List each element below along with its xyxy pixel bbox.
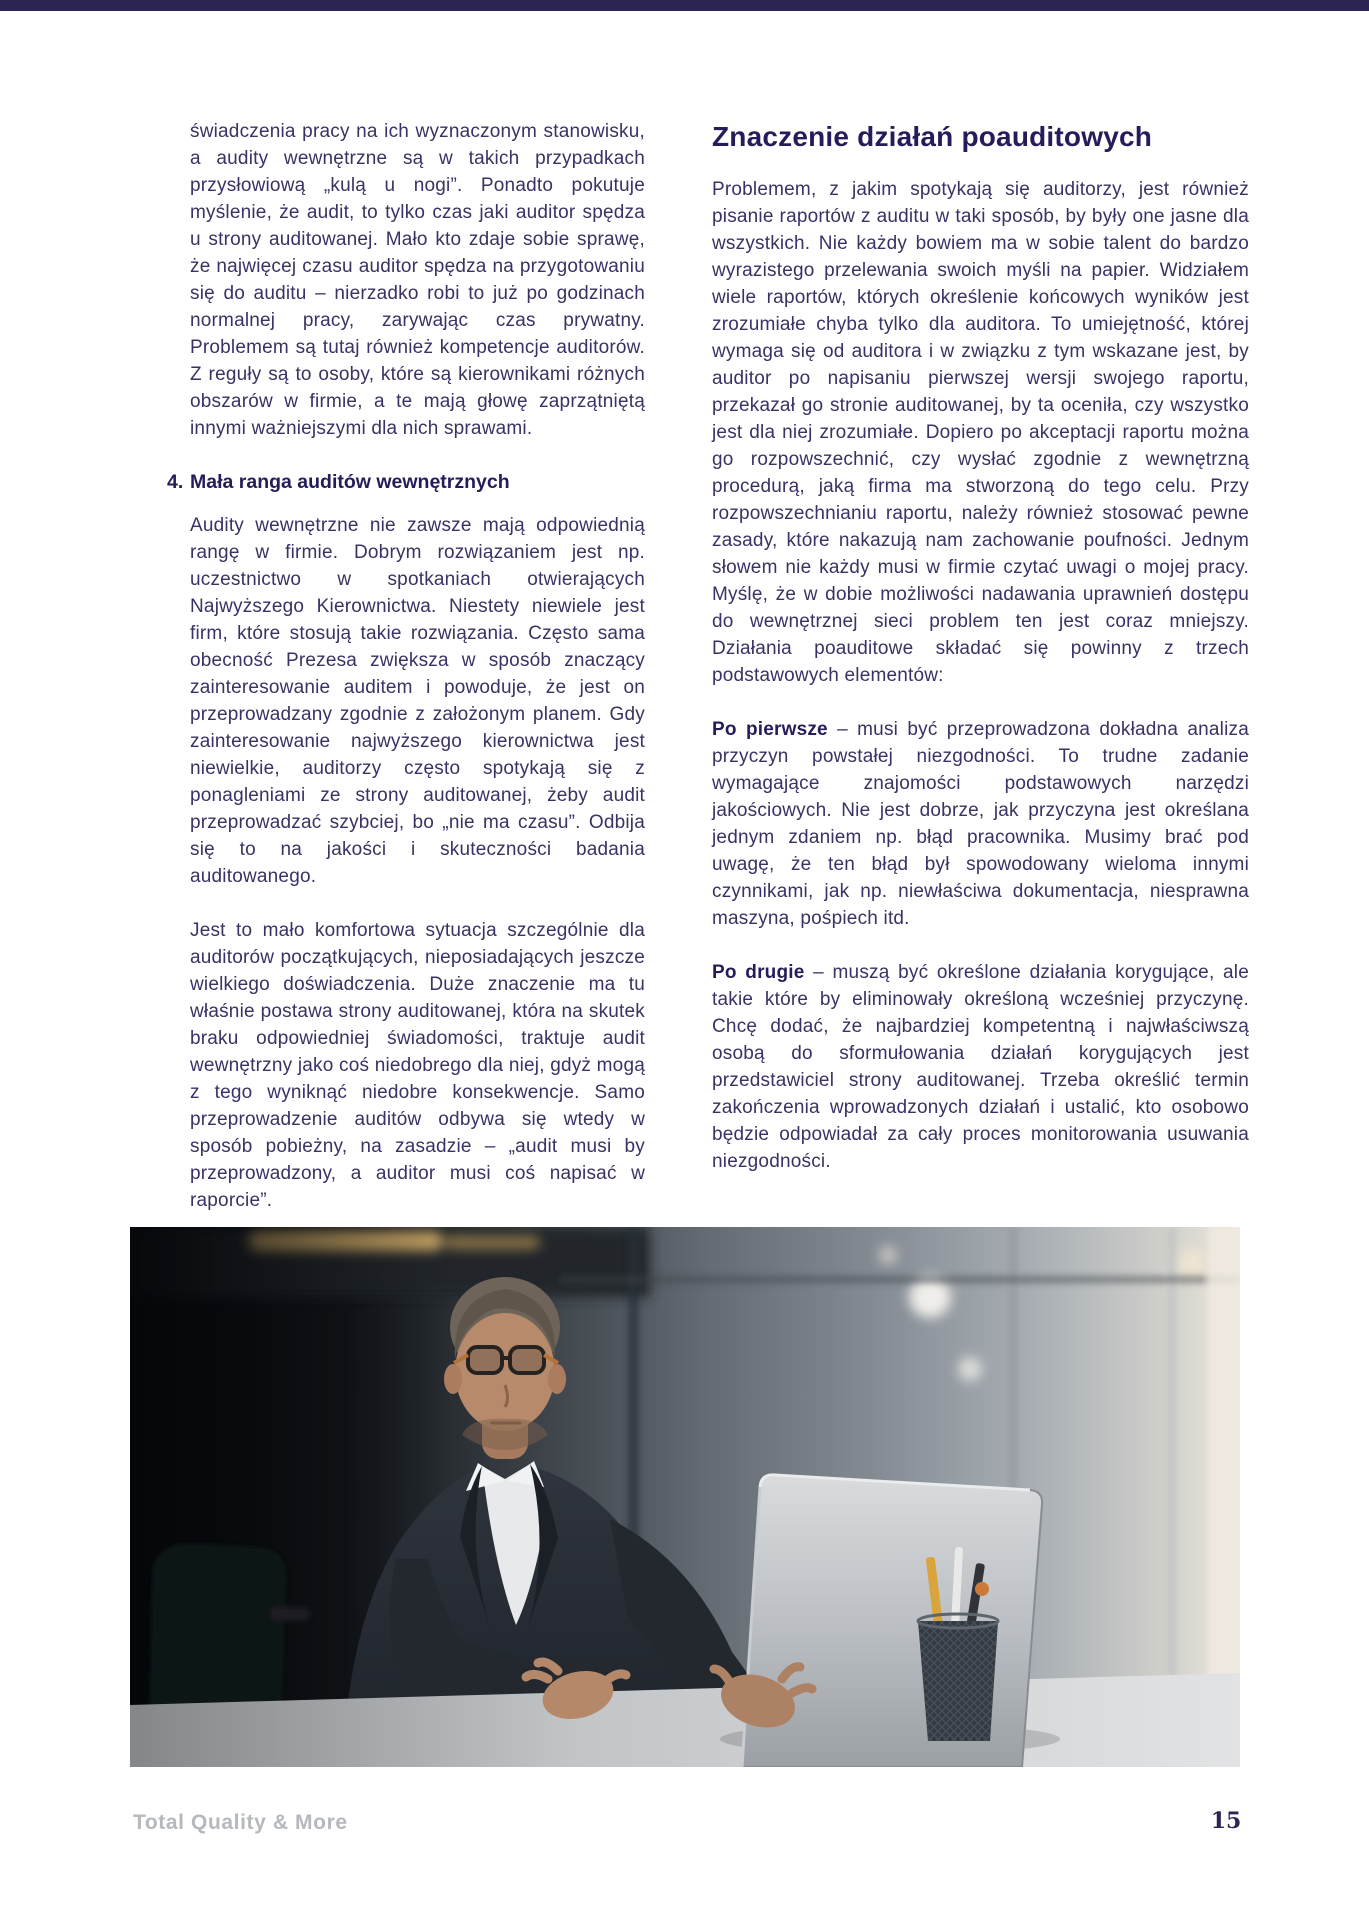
section-4-heading [167,469,645,496]
point-2-paragraph [712,959,1249,1175]
section-4-title: Mała ranga auditów wewnętrznych [190,471,510,493]
section-4-number: 4. [167,471,184,493]
top-accent-bar [0,0,1369,11]
right-intro-paragraph: Problemem, z jakim spotykają się auditorzy, jest również pisanie raportów z auditu w taki sposób, by były one jasne dla wszystkich. Nie każdy bowiem ma w sobie talent do bardzo wyrazistego przelewania swoich myśli na papier. Widziałem wiele raportów, których określenie końcowych wyników jest zrozumiałe chyba tylko dla auditora. To umiejętność, której wymaga się od auditora i w związku z tym wskazane jest, by auditor po napisaniu pierwszej wersji swojego raportu, przekazał go stronie auditowanej, by ta oceniła, czy wszystko jest dla niej zrozumiałe. Dopiero po akceptacji raportu można go rozpowszechnić, czy wysłać zgodnie z wewnętrzną procedurą, jaką firma ma stworzoną do tego celu. Przy rozpowszechnianiu raportu, należy również stosować pewne zasady, które nakazują nam zachowanie poufności. Jednym słowem nie każdy musi w firmie czytać uwagi o mojej pracy. Myślę, że w dobie możliwości nadawania uprawnień dostępu do wewnętrznej sieci problem ten jest coraz mniejszy. Działania poauditowe składać się powinny z trzech podstawowych elementów: [712,179,1249,686]
point-2-lead: Po drugie [712,962,805,983]
office-photo-illustration [130,1227,1240,1767]
scissors-handle [975,1582,989,1596]
ear [444,1364,462,1394]
right-column [712,120,1249,1202]
point-1-text: – musi być przeprowadzona dokładna analiza przyczyn powstałej niezgodności. To trudne zadanie wymagające znajomości podstawowych narzędzi jakościowych. Nie jest dobrze, jak przyczyna jest określana jednym zdaniem np. błąd pracownika. Musimy brać pod uwagę, że ten błąd był spowodowany wieloma innymi czynnikami, jak np. niewłaściwa dokumentacja, niesprawna maszyna, pośpiech itd. [712,719,1249,929]
point-1-lead: Po pierwsze [712,719,828,740]
article-heading: Znaczenie działań poauditowych [712,121,1153,152]
section-4-paragraph-2: Jest to mało komfortowa sytuacja szczególnie dla auditorów początkujących, nieposiadających jeszcze wielkiego doświadczenia. Duże znaczenie ma tu właśnie postawa strony auditowanej, która na skutek braku odpowiedniej świadomości, traktuje audit wewnętrzny jako coś niedobrego dla niej, gdyż mogą z tego wyniknąć niedobre konsekwencje. Samo przeprowadzenie auditów odbywa się wtedy w sposób pobieżny, na zasadzie – „audit musi by przeprowadzony, a auditor musi coś napisać w raporcie”. [190,920,645,1211]
page-number: 15 [1210,1808,1242,1834]
left-column [167,118,645,1241]
ear [548,1364,566,1394]
point-1-paragraph [712,716,1249,932]
section-4-paragraph-1: Audity wewnętrzne nie zawsze mają odpowiednią rangę w firmie. Dobrym rozwiązaniem jest np. uczestnictwo w spotkaniach otwierających Najwyższego Kierownictwa. Niestety niewiele jest firm, które stosują takie rozwiązania. Często sama obecność Prezesa zwiększa w sposób znaczący zainteresowanie auditem i powoduje, że jest on przeprowadzany zgodnie z założonym planem. Gdy zainteresowanie najwyższego kierownictwa jest niewielkie, auditorzy często spotykają się z ponagleniami ze strony auditowanej, żeby audit przeprowadzać szybciej, bo „nie ma czasu”. Odbija się to na jakości i skuteczności badania auditowanego. [190,515,645,887]
left-intro-paragraph: świadczenia pracy na ich wyznaczonym stanowisku, a audity wewnętrzne są w takich przypadkach przysłowiową „kulą u nogi”. Ponadto pokutuje myślenie, że audit, to tylko czas jaki auditor spędza u strony auditowanej. Mało kto zdaje sobie sprawę, że najwięcej czasu auditor spędza na przygotowaniu się do auditu – nierzadko robi to już po godzinach normalnej pracy, zarywając czas prywatny. Problemem są tutaj również kompetencje auditorów. Z reguły są to osoby, które są kierownikami różnych obszarów w firmie, a te mają głowę zaprzątniętą innymi ważniejszymi dla nich sprawami. [190,121,645,439]
point-2-text: – muszą być określone działania korygujące, ale takie które by eliminowały określoną wcześniej przyczynę. Chcę dodać, że najbardziej kompetentną i najwłaściwszą osobą do sformułowania działań korygujących jest przedstawiciel strony auditowanej. Trzeba określić termin zakończenia wprowadzonych działań i ustalić, kto osobowo będzie odpowiadał za cały proces monitorowania usuwania niezgodności. [712,962,1249,1172]
office-photo [130,1227,1240,1767]
footer-brand: Total Quality & More [133,1811,348,1834]
